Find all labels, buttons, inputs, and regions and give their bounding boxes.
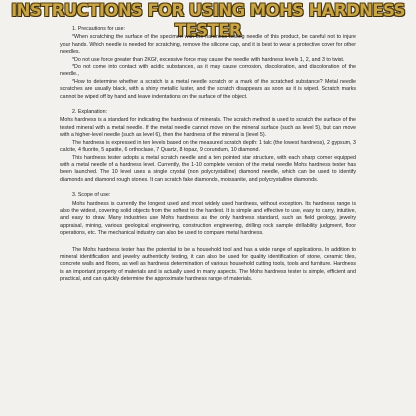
section-scope: [60, 192, 356, 283]
section-heading: 3. Scope of use:: [72, 192, 111, 199]
paragraph: Mohs hardness is currently the longest used and most widely used hardness, without exception. Its hardness range is also the widest, covering solid objects from the softest to the hardest. It is simple and effective to use, easy to carry, intuitive, and easy to draw. Many industries use Mohs hardness as the only hardness standard, such as field geology, jewelry appraisal, mining, various geological engineering, construction engineering, drilling rock sample drillability judgment, floor operations, etc. The mechanical industry can also be used to compare metal hardness.: [60, 200, 356, 237]
paragraph: *How to determine whether a scratch is a metal needle scratch or a mark of the scratched substance? Metal needle scratches are usually black, with a shiny metallic luster, and the scratch disappears as soon as it is wiped. Scratch marks cannot be wiped off by hand and leave indentations on the surface of the object.: [60, 78, 356, 100]
document-title: INSTRUCTIONS FOR USING MOHS HARDNESS TESTER: [11, 1, 405, 40]
paragraph: This hardness tester adopts a metal scratch needle and a ten pointed star structure, with each sharp corner equipped with a metal needle of a hardness level. Currently, the 1-10 complete version of the metal needle Mohs hardness tester has been launched. The 10 level uses a single crystal (non polycrystalline) diamond needle, which can be used to identify diamonds and diamond rough stones. It can scratch fake diamonds, moissanite, and polycrystalline diamonds.: [60, 154, 356, 183]
paragraph: Mohs hardness is a standard for indicating the hardness of minerals. The scratch method is used to scratch the surface of the tested mineral with a metal needle. If the metal needle cannot move on the mineral surface (such as level 5), but can move with a higher-level needle (such as level 6), then the hardness of the mineral is (level 5).: [60, 117, 356, 139]
paragraph: *Do not use force greater than 2KGf, excessive force may cause the needle with hardness levels 1, 2, and 3 to twist.: [72, 56, 345, 63]
paragraph: The hardness is expressed in ten levels based on the measured scratch depth: 1 talc (the lowest hardness), 2 gypsum, 3 calcite, 4 fluorite, 5 apatite, 6 orthoclase, 7 Quartz, 8 topaz, 9 corundum, 10 diamond.: [60, 139, 356, 154]
section-heading: 1. Precautions for use:: [72, 26, 125, 32]
document-body: [60, 24, 356, 284]
section-precautions: [60, 26, 356, 101]
paragraph: *When scratching the surface of the specimen with the hardness testing needle of this product, be careful not to injure your hands. Which needle is needed for scratching, remove the silicone cap, and it is best to wear a protective cover for other needles.: [60, 34, 356, 56]
paragraph: *Do not come into contact with acidic substances, as it may cause corrosion, discoloration, and discoloration of the needle.,: [60, 64, 356, 78]
paragraph: The Mohs hardness tester has the potential to be a household tool and has a wide range of applications. In addition to mineral identification and jewelry authenticity testing, it can also be used for quality identification of stone, ceramic tiles, concrete walls and floors, as well as hardness determination of various household cutting tools, tools and furniture. Hardness is an important property of materials and is actually used in many aspects. The Mohs hardness tester is simple, efficient and practical, and can quickly determine the approximate hardness range of materials.: [60, 246, 356, 283]
section-heading: 2. Explanation:: [72, 109, 108, 116]
section-explanation: [60, 109, 356, 184]
